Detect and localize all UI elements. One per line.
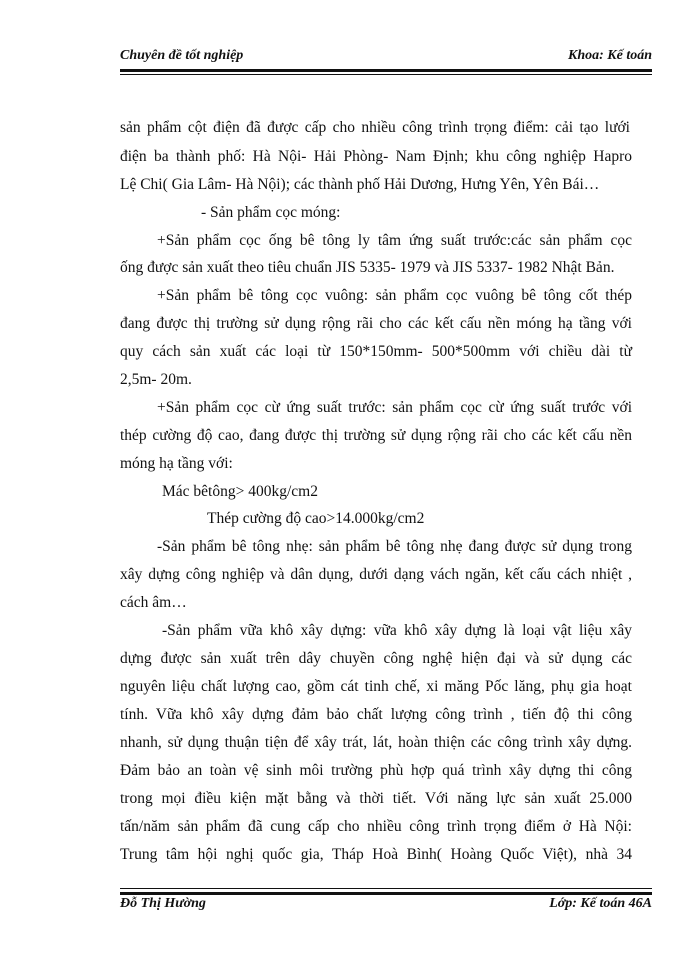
text-line: tính. Vữa khô xây dựng đảm bảo chất lượng công trình , tiến độ thi công	[120, 706, 632, 723]
text-line: +Sản phẩm cọc cừ ứng suất trước: sản phẩm cọc cừ ứng suất trước với	[157, 399, 632, 416]
footer-rule	[120, 892, 652, 895]
footer-author: Đỗ Thị Hường	[120, 896, 206, 911]
text-line: nguyên liệu chất lượng cao, gồm cát tinh chế, xi măng Pốc lăng, phụ gia hoạt	[120, 678, 632, 695]
text-line: -Sản phẩm vữa khô xây dựng: vữa khô xây dựng là loại vật liệu xây	[162, 622, 632, 639]
text-line: cách âm…	[120, 594, 187, 611]
text-line: - Sản phẩm cọc móng:	[201, 204, 341, 221]
text-line: thép cường độ cao, đang được thị trường sử dụng rộng rãi cho các kết cấu nền	[120, 427, 632, 444]
footer-class: Lớp: Kế toán 46A	[549, 896, 652, 911]
text-line: dựng được sản xuất trên dây chuyền công nghệ hiện đại và sử dụng các	[120, 650, 632, 667]
text-line: +Sản phẩm cọc ống bê tông ly tâm ứng suất trước:các sản phẩm cọc	[157, 232, 632, 249]
text-line: trong mọi điều kiện mặt bằng và thời tiết. Với năng lực sản xuất 25.000	[120, 790, 632, 807]
text-line: Đảm bảo an toàn vệ sinh môi trường phù hợp quá trình xây dựng thi công	[120, 762, 632, 779]
text-line: 2,5m- 20m.	[120, 371, 192, 388]
text-line: Trung tâm hội nghị quốc gia, Tháp Hoà Bình( Hoàng Quốc Việt), nhà 34	[120, 846, 632, 863]
text-line: Thép cường độ cao>14.000kg/cm2	[207, 510, 425, 527]
header-rule	[120, 69, 652, 72]
text-line: móng hạ tầng với:	[120, 455, 233, 472]
text-line: +Sản phẩm bê tông cọc vuông: sản phẩm cọc vuông bê tông cốt thép	[157, 287, 632, 304]
header-title: Chuyên đề tốt nghiệp	[120, 48, 244, 63]
text-line: ống được sản xuất theo tiêu chuẩn JIS 5335- 1979 và JIS 5337- 1982 Nhật Bản.	[120, 259, 615, 276]
text-line: quy cách sản xuất các loại từ 150*150mm- 500*500mm với chiều dài từ	[120, 343, 632, 360]
text-line: tấn/năm sản phẩm đã cung cấp cho nhiều công trình trọng điểm ở Hà Nội:	[120, 818, 632, 835]
text-line: nhanh, sử dụng thuận tiện để xây trát, lát, hoàn thiện các công trình xây dựng.	[120, 734, 632, 751]
header-department: Khoa: Kế toán	[567, 48, 652, 63]
text-line: Lệ Chi( Gia Lâm- Hà Nội); các thành phố Hải Dương, Hưng Yên, Yên Bái…	[120, 176, 600, 193]
page-footer	[120, 896, 652, 918]
text-line: điện ba thành phố: Hà Nội- Hải Phòng- Nam Định; khu công nghiệp Hapro	[120, 148, 632, 165]
header-rule-thin	[120, 74, 652, 75]
text-line: Mác bêtông> 400kg/cm2	[162, 483, 318, 500]
text-line: sản phẩm cột điện đã được cấp cho nhiều công trình trọng điểm: cải tạo lưới	[120, 119, 630, 136]
text-line: đang được thị trường sử dụng rộng rãi cho các kết cấu nền móng hạ tầng với	[120, 315, 632, 332]
text-line: xây dựng công nghiệp và dân dụng, dưới dạng vách ngăn, kết cấu cách nhiệt ,	[120, 566, 632, 583]
text-line: -Sản phẩm bê tông nhẹ: sản phẩm bê tông nhẹ đang được sử dụng trong	[157, 538, 632, 555]
page-header	[120, 48, 652, 70]
footer-rule-thin	[120, 888, 652, 889]
